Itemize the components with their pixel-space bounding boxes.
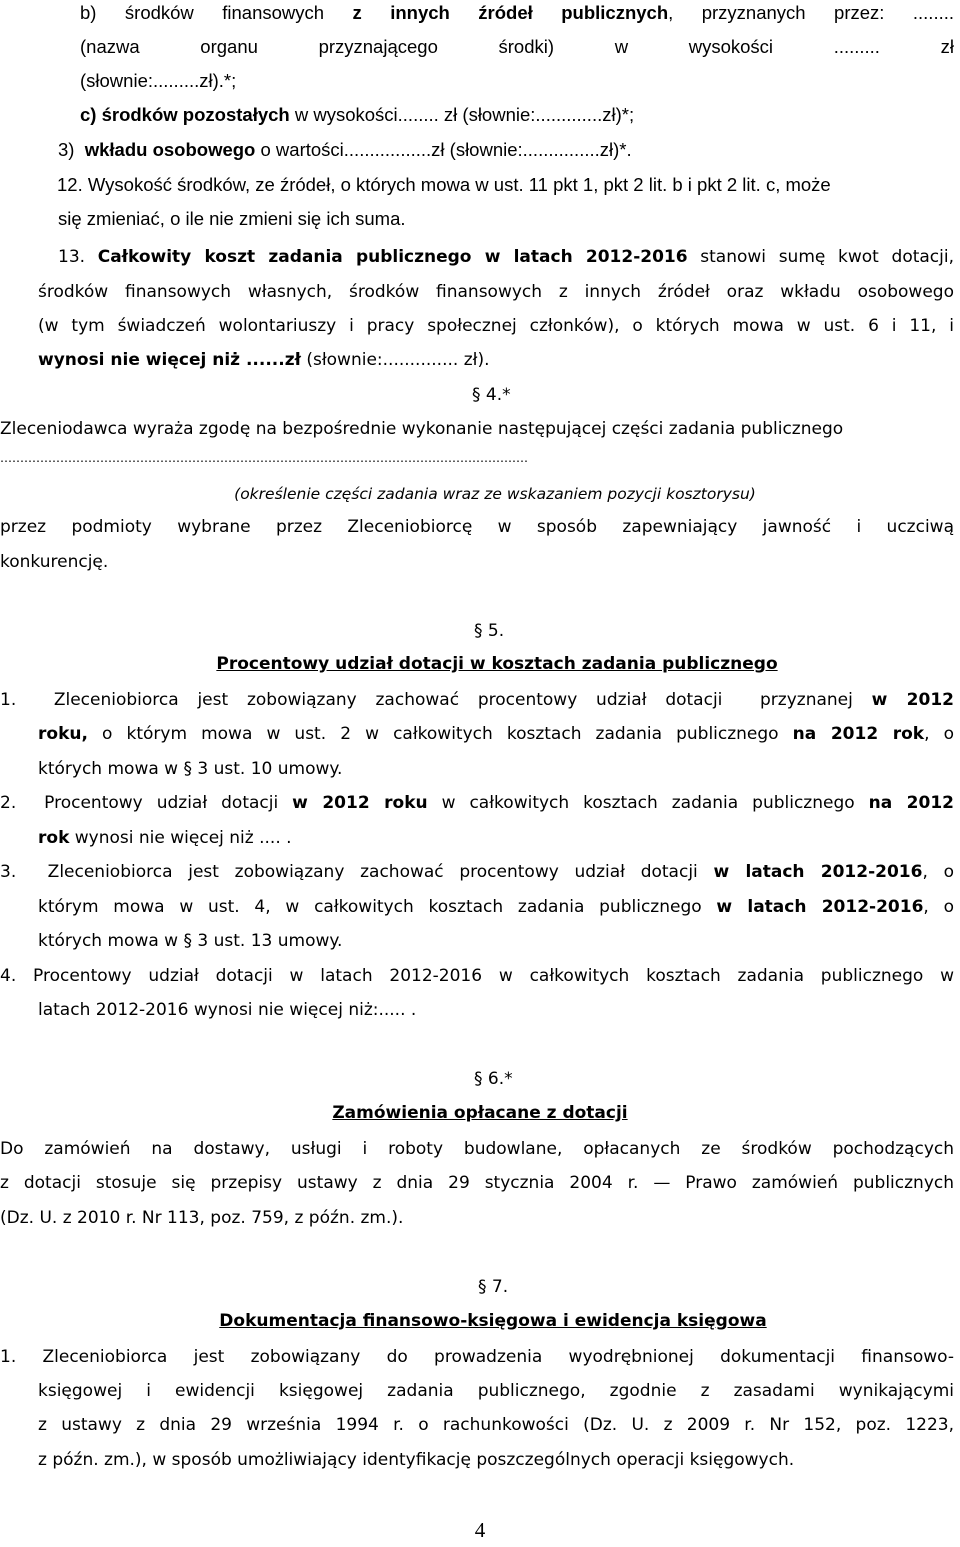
text-line: przez podmioty wybrane przez Zleceniobiorcę w sposób zapewniający jawność i uczciwą [0, 517, 954, 537]
text-line: 3) wkładu osobowego o wartości.................zł (słownie:...............zł)*. [58, 139, 632, 160]
section-title-text: Dokumentacja finansowo-księgowa i ewidencja księgowa [219, 1311, 767, 1331]
section-title [0, 653, 960, 675]
text-line: latach 2012-2016 wynosi nie więcej niż:..... . [38, 1000, 417, 1020]
word: środki) [498, 36, 555, 57]
text-line [38, 723, 954, 745]
word: ......... [833, 36, 880, 57]
section-title-text: Procentowy udział dotacji w kosztach zadania publicznego [216, 654, 778, 674]
word: w [614, 36, 629, 57]
page-number: 4 [474, 1518, 486, 1542]
text-line: których mowa w § 3 ust. 10 umowy. [38, 759, 343, 779]
text-line [0, 861, 954, 883]
text-line [58, 246, 954, 268]
text-line-content: 2. Procentowy udział dotacji w 2012 roku w całkowitych kosztach zadania publicznego na 2012 [0, 793, 954, 813]
section-title-text: Zamówienia opłacane z dotacji [332, 1103, 628, 1123]
text-line: konkurencję. [0, 552, 109, 572]
text-line: (określenie części zadania wraz ze wskazaniem pozycji kosztorysu) [234, 485, 756, 503]
word: (nazwa [80, 36, 140, 57]
text-line-content: 13. Całkowity koszt zadania publicznego w latach 2012-2016 stanowi sumę kwot dotacji, [58, 247, 955, 267]
text-line: z ustawy z dnia 29 września 1994 r. o rachunkowości (Dz. U. z 2009 r. Nr 152, poz. 1223, [38, 1415, 954, 1435]
section-title [0, 1102, 960, 1124]
text-line: (słownie:.........zł).*; [80, 70, 237, 91]
text-line: się zmieniać, o ile nie zmieni się ich suma. [58, 208, 406, 229]
text-line: z dotacji stosuje się przepisy ustawy z dnia 29 stycznia 2004 r. — Prawo zamówień publicznych [0, 1173, 954, 1193]
text-line: z późn. zm.), w sposób umożliwiający identyfikację poszczególnych operacji księgowych. [38, 1450, 795, 1470]
text-line: …………………………………………………………………………………………………………………… [0, 451, 528, 465]
text-line: c) środków pozostałych w wysokości........ zł (słownie:.............zł)*; [80, 104, 635, 125]
section-heading: § 7. [478, 1277, 509, 1297]
text-line: Do zamówień na dostawy, usługi i roboty budowlane, opłacanych ze środków pochodzących [0, 1139, 954, 1159]
word: przyznającego [318, 36, 438, 57]
section-heading: § 5. [474, 621, 505, 641]
text-line-content: roku, o którym mowa w ust. 2 w całkowitych kosztach zadania publicznego na 2012 rok, o [38, 724, 954, 744]
text-line: (w tym świadczeń wolontariuszy i pracy społecznej członków), o których mowa w ust. 6 i 11, i [38, 316, 954, 336]
text-line: 12. Wysokość środków, ze źródeł, o których mowa w ust. 11 pkt 1, pkt 2 lit. b i pkt 2 lit. c, może [57, 174, 831, 195]
text-line: księgowej i ewidencji księgowej zadania publicznego, zgodnie z zasadami wynikającymi [38, 1381, 954, 1401]
text-line-content: b) środków finansowych z innych źródeł publicznych, przyznanych przez: ........ [80, 2, 955, 23]
text-line [80, 36, 954, 58]
text-line [0, 792, 954, 814]
text-line [0, 689, 954, 711]
section-heading: § 4.* [472, 385, 511, 405]
text-line: wynosi nie więcej niż ......zł (słownie:.............. zł). [38, 350, 490, 370]
text-line [80, 2, 954, 24]
text-line-content: którym mowa w ust. 4, w całkowitych kosztach zadania publicznego w latach 2012-2016, o [38, 897, 954, 917]
text-line: środków finansowych własnych, środków finansowych z innych źródeł oraz wkładu osobowego [38, 282, 954, 302]
section-title [0, 1310, 960, 1332]
text-line-content: 1. Zleceniobiorca jest zobowiązany zachować procentowy udział dotacji przyznanej w 2012 [0, 690, 954, 710]
word: organu [200, 36, 258, 57]
text-line: (Dz. U. z 2010 r. Nr 113, poz. 759, z późn. zm.). [0, 1208, 404, 1228]
word: wysokości [688, 36, 774, 57]
text-line: rok wynosi nie więcej niż .... . [38, 828, 292, 848]
text-line: 1. Zleceniobiorca jest zobowiązany do prowadzenia wyodrębnionej dokumentacji finansowo- [0, 1347, 954, 1367]
text-line: których mowa w § 3 ust. 13 umowy. [38, 931, 343, 951]
word: zł [940, 36, 954, 57]
text-line: 4. Procentowy udział dotacji w latach 2012-2016 w całkowitych kosztach zadania publicznego w [0, 966, 954, 986]
text-line [38, 896, 954, 918]
section-heading: § 6.* [474, 1069, 513, 1089]
text-line-content: 3. Zleceniobiorca jest zobowiązany zachować procentowy udział dotacji w latach 2012-2016, o [0, 862, 954, 882]
text-line: Zleceniodawca wyraża zgodę na bezpośrednie wykonanie następującej części zadania publicznego [0, 419, 844, 439]
